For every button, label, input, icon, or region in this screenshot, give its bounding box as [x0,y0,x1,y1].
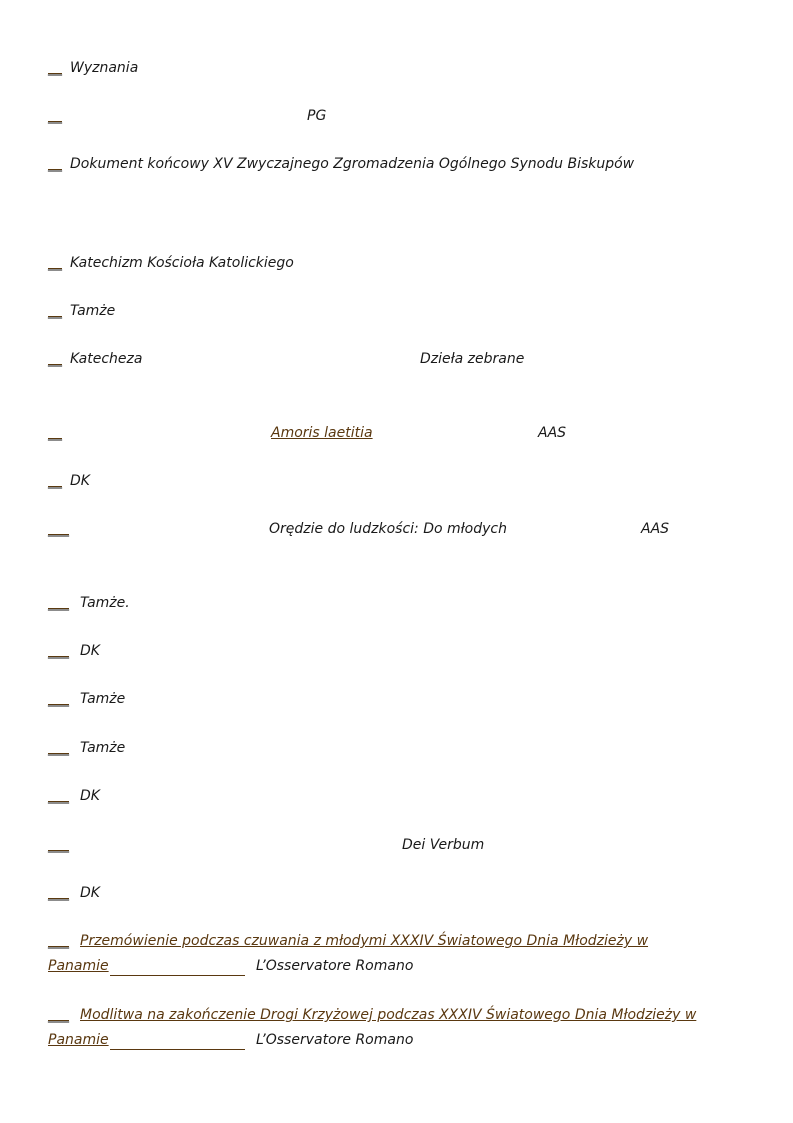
footnote-text: Katecheza [70,351,143,367]
panama-link[interactable]: Panamie [48,958,109,974]
footnote-text: Tamże [70,303,116,319]
footnote-text: Dei Verbum [402,837,485,853]
footnote-marker: __ [48,255,62,271]
footnote-marker: __ [48,425,62,441]
przemowienie-link[interactable]: Przemówienie podczas czuwania z młodymi XXXIV Światowego Dnia Młodzieży w [80,933,649,949]
footnote-text: Tamże [80,691,126,707]
footnote-marker: __ [48,108,62,124]
footnote-text: Tamże. [80,595,130,611]
footnote-text-secondary: Dzieła zebrane [420,351,525,367]
footnote-text: DK [70,473,90,489]
footnote-marker: __ [48,303,62,319]
footnote-text: DK [80,788,100,804]
footnote-text-secondary: AAS [538,425,567,441]
panama-link[interactable]: Panamie [48,1032,109,1048]
amoris-laetitia-link[interactable]: Amoris laetitia [271,425,373,441]
footnote-text: Tamże [80,740,126,756]
footnote-marker: ___ [48,933,69,949]
footnote-marker: ___ [48,521,69,537]
footnote-marker: ___ [48,788,69,804]
link-underline-padding [110,958,245,976]
footnote-text-secondary: AAS [641,521,670,537]
footnote-marker: ___ [48,837,69,853]
footnote-marker: ___ [48,691,69,707]
footnote-text: Katechizm Kościoła Katolickiego [70,255,294,271]
footnote-marker: ___ [48,643,69,659]
footnote-text: DK [80,643,100,659]
footnote-text-secondary: L’Osservatore Romano [256,1032,414,1048]
footnote-marker: ___ [48,885,69,901]
footnote-text: Wyznania [70,60,139,76]
footnote-marker: ___ [48,595,69,611]
modlitwa-link[interactable]: Modlitwa na zakończenie Drogi Krzyżowej podczas XXXIV Światowego Dnia Młodzieży w [80,1007,697,1023]
footnote-marker: ___ [48,1007,69,1023]
footnote-marker: ___ [48,740,69,756]
footnote-text: DK [80,885,100,901]
footnote-text-secondary: L’Osservatore Romano [256,958,414,974]
footnote-marker: __ [48,473,62,489]
footnote-marker: __ [48,351,62,367]
footnote-text: PG [307,108,327,124]
footnote-text: Dokument końcowy XV Zwyczajnego Zgromadzenia Ogólnego Synodu Biskupów [70,156,635,172]
footnote-marker: __ [48,60,62,76]
link-underline-padding [110,1032,245,1050]
footnote-marker: __ [48,156,62,172]
footnote-text: Orędzie do ludzkości: Do młodych [269,521,507,537]
